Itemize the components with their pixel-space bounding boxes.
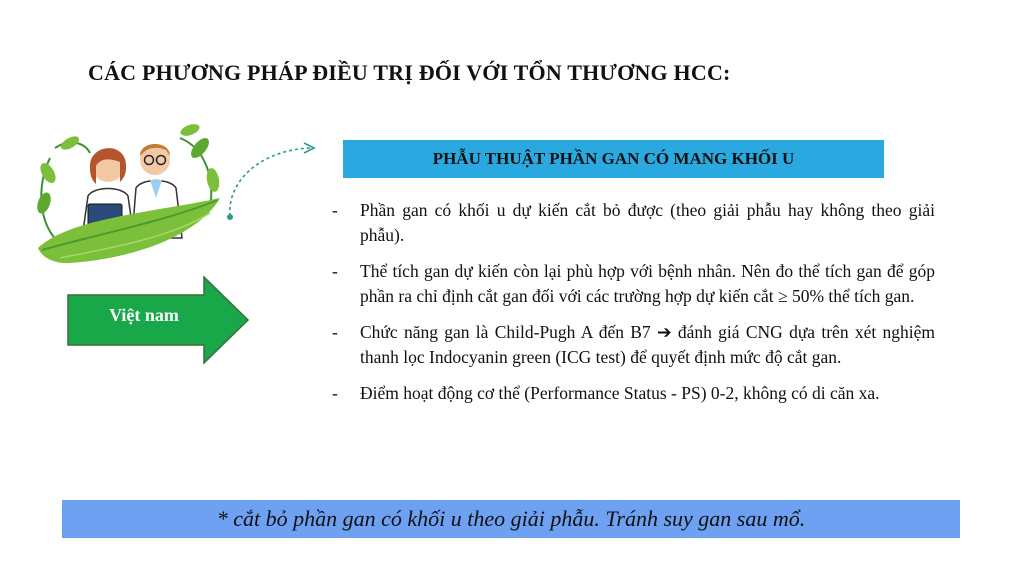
doctors-illustration xyxy=(30,118,230,268)
bullet-text: Chức năng gan là Child-Pugh A đến B7 ➔ đánh giá CNG dựa trên xét nghiệm thanh lọc Indocyanin green (ICG test) để quyết định mức độ cắt gan. xyxy=(360,322,935,367)
section-header xyxy=(343,140,884,178)
bullet-dash: - xyxy=(332,200,338,220)
bullet-dash: - xyxy=(332,383,338,403)
arrow-label: Việt nam xyxy=(109,305,179,325)
bullet-item xyxy=(332,320,935,370)
bullet-text: Phần gan có khối u dự kiến cắt bỏ được (theo giải phẫu hay không theo giải phẫu). xyxy=(360,200,935,245)
bullet-item xyxy=(332,259,935,309)
bullet-list xyxy=(332,198,935,417)
slide-title: CÁC PHƯƠNG PHÁP ĐIỀU TRỊ ĐỐI VỚI TỔN THƯƠNG HCC: xyxy=(88,60,731,85)
bullet-text: Điểm hoạt động cơ thể (Performance Status - PS) 0-2, không có di căn xa. xyxy=(360,383,880,403)
bullet-text: Thể tích gan dự kiến còn lại phù hợp với bệnh nhân. Nên đo thể tích gan để góp phần ra chỉ định cắt gan đối với các trường hợp dự kiến cắt ≥ 50% thể tích gan. xyxy=(360,261,935,306)
footer-note-text: * cắt bỏ phần gan có khối u theo giải phẫu. Tránh suy gan sau mổ. xyxy=(216,506,806,531)
bullet-dash: - xyxy=(332,322,338,342)
footer-note xyxy=(62,500,960,538)
bullet-item xyxy=(332,381,935,406)
section-header-text: PHẪU THUẬT PHẦN GAN CÓ MANG KHỐI U xyxy=(432,149,795,168)
bullet-dash: - xyxy=(332,261,338,281)
bullet-item xyxy=(332,198,935,248)
dotted-curved-arrow-icon xyxy=(222,140,322,225)
